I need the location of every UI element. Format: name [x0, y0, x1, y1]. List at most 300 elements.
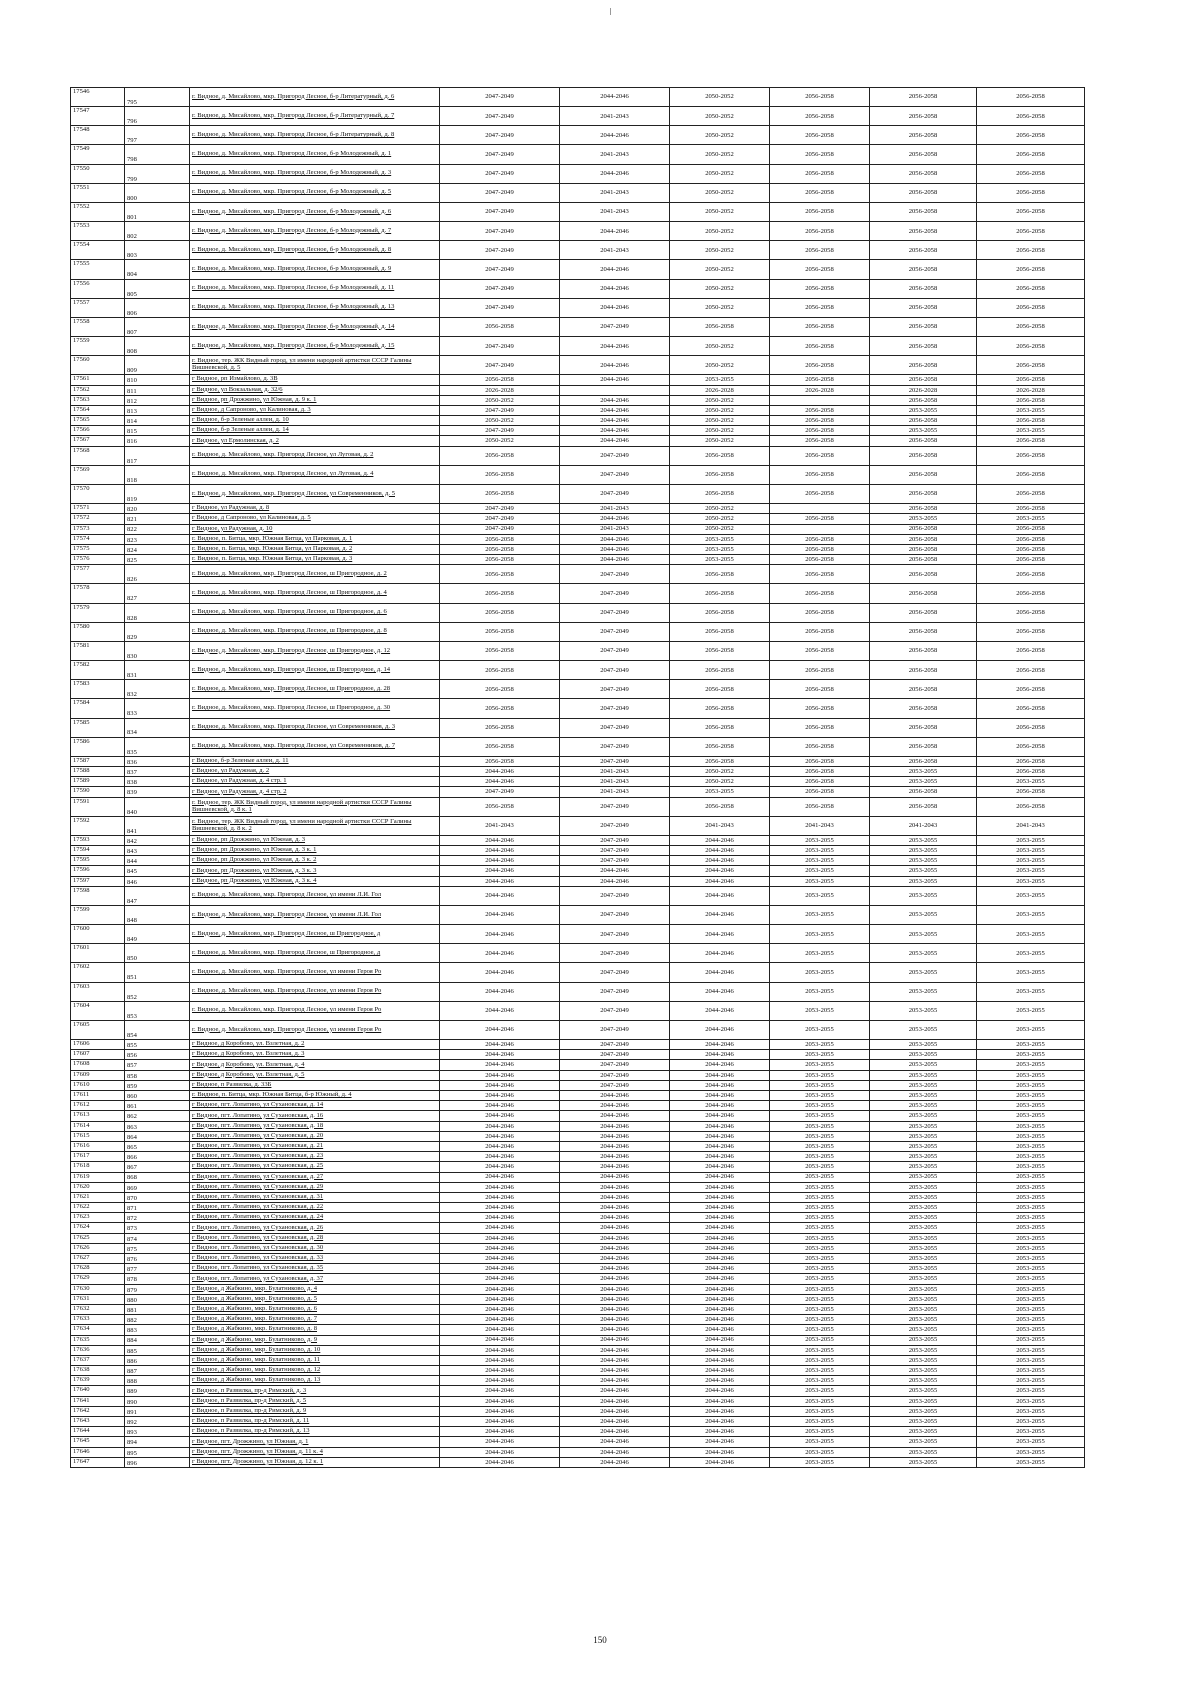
period-cell-1: 2047-2049	[440, 145, 560, 164]
row-id-cell: 17587	[71, 756, 125, 766]
period-cell-5: 2053-2055	[870, 1050, 977, 1060]
row-id-cell: 17593	[71, 835, 125, 845]
table-row	[71, 1050, 1085, 1060]
period-cell-5: 2053-2055	[870, 1121, 977, 1131]
address-cell: г. Видное, д. Мисайлово, мкр. Пригород Лесное, ш Пригородное, д. 6	[190, 603, 440, 622]
table-row	[71, 777, 1085, 787]
period-cell-3: 2044-2046	[670, 1254, 770, 1264]
row-number-cell: 822	[125, 524, 190, 534]
period-cell-3: 2044-2046	[670, 1223, 770, 1233]
period-cell-4: 2053-2055	[770, 982, 870, 1001]
period-cell-3: 2050-2052	[670, 767, 770, 777]
period-cell-4: 2053-2055	[770, 1243, 870, 1253]
table-row	[71, 886, 1085, 905]
period-cell-4: 2053-2055	[770, 1447, 870, 1457]
row-id-cell: 17609	[71, 1070, 125, 1080]
period-cell-4: 2053-2055	[770, 1141, 870, 1151]
period-cell-5: 2053-2055	[870, 1111, 977, 1121]
period-cell-2: 2044-2046	[560, 1121, 670, 1131]
period-cell-3: 2056-2058	[670, 737, 770, 756]
period-cell-1: 2044-2046	[440, 1417, 560, 1427]
address-cell: г Видное, пгт. Дрожжино, ул Южная, д. 11 к. 4	[190, 1447, 440, 1457]
period-cell-2: 2047-2049	[560, 797, 670, 816]
period-cell-6: 2053-2055	[977, 1325, 1085, 1335]
period-cell-5: 2056-2058	[870, 504, 977, 514]
table-row	[71, 1427, 1085, 1437]
period-cell-4: 2053-2055	[770, 1060, 870, 1070]
row-number-cell: 824	[125, 544, 190, 554]
period-cell-4: 2056-2058	[770, 555, 870, 565]
period-cell-6: 2056-2058	[977, 534, 1085, 544]
period-cell-3: 2044-2046	[670, 1101, 770, 1111]
row-number-cell: 836	[125, 756, 190, 766]
period-cell-5: 2056-2058	[870, 680, 977, 699]
period-cell-2: 2047-2049	[560, 484, 670, 503]
row-id-cell: 17608	[71, 1060, 125, 1070]
period-cell-6: 2053-2055	[977, 1050, 1085, 1060]
row-id-cell: 17589	[71, 777, 125, 787]
period-cell-5: 2056-2058	[870, 565, 977, 584]
period-cell-5: 2053-2055	[870, 925, 977, 944]
address-cell: г Видное, ул Радужная, д. 8	[190, 504, 440, 514]
period-cell-3: 2044-2046	[670, 1386, 770, 1396]
table-row	[71, 1294, 1085, 1304]
table-row	[71, 465, 1085, 484]
period-cell-3: 2053-2055	[670, 534, 770, 544]
period-cell-2: 2044-2046	[560, 534, 670, 544]
table-row	[71, 661, 1085, 680]
row-number-cell: 814	[125, 416, 190, 426]
row-id-cell: 17620	[71, 1182, 125, 1192]
row-number-cell: 868	[125, 1172, 190, 1182]
period-cell-2: 2047-2049	[560, 584, 670, 603]
period-cell-3: 2053-2055	[670, 787, 770, 797]
row-id-cell: 17563	[71, 395, 125, 405]
period-cell-2: 2044-2046	[560, 1437, 670, 1447]
period-cell-6: 2053-2055	[977, 405, 1085, 415]
period-cell-5: 2053-2055	[870, 1427, 977, 1437]
period-cell-1: 2044-2046	[440, 777, 560, 787]
row-id-cell: 17567	[71, 436, 125, 446]
period-cell-3: 2056-2058	[670, 661, 770, 680]
address-cell: г Видное, д Жабкино, мкр. Булатниково, д. 8	[190, 1325, 440, 1335]
address-cell: г Видное, д Коробово, ул. Взлетная, д. 4	[190, 1060, 440, 1070]
address-cell: г Видное, д Жабкино, мкр. Булатниково, д. 13	[190, 1376, 440, 1386]
period-cell-2: 2044-2046	[560, 1223, 670, 1233]
period-cell-1: 2044-2046	[440, 1203, 560, 1213]
period-cell-5: 2056-2058	[870, 337, 977, 356]
row-number-cell: 864	[125, 1131, 190, 1141]
row-number-cell: 832	[125, 680, 190, 699]
period-cell-1: 2044-2046	[440, 925, 560, 944]
address-cell: г Видное, д Жабкино, мкр. Булатниково, д. 11	[190, 1355, 440, 1365]
period-cell-2: 2044-2046	[560, 1345, 670, 1355]
row-id-cell: 17558	[71, 317, 125, 336]
period-cell-2	[560, 385, 670, 395]
period-cell-4: 2053-2055	[770, 1192, 870, 1202]
period-cell-3: 2044-2046	[670, 1091, 770, 1101]
period-cell-6: 2053-2055	[977, 1121, 1085, 1131]
period-cell-4: 2053-2055	[770, 1121, 870, 1131]
period-cell-6: 2053-2055	[977, 866, 1085, 876]
period-cell-4: 2056-2058	[770, 356, 870, 375]
period-cell-6: 2053-2055	[977, 1101, 1085, 1111]
period-cell-5: 2056-2058	[870, 145, 977, 164]
table-row	[71, 866, 1085, 876]
period-cell-1: 2056-2058	[440, 603, 560, 622]
period-cell-6: 2053-2055	[977, 1366, 1085, 1376]
period-cell-5: 2053-2055	[870, 1243, 977, 1253]
period-cell-1: 2047-2049	[440, 787, 560, 797]
period-cell-1: 2044-2046	[440, 905, 560, 924]
period-cell-3: 2044-2046	[670, 1345, 770, 1355]
period-cell-4: 2053-2055	[770, 1070, 870, 1080]
period-cell-3: 2050-2052	[670, 524, 770, 534]
period-cell-6: 2056-2058	[977, 145, 1085, 164]
row-number-cell: 870	[125, 1192, 190, 1202]
period-cell-4: 2056-2058	[770, 416, 870, 426]
period-cell-2: 2044-2046	[560, 1203, 670, 1213]
row-number-cell: 877	[125, 1264, 190, 1274]
table-row	[71, 298, 1085, 317]
period-cell-3: 2050-2052	[670, 514, 770, 524]
period-cell-5: 2056-2058	[870, 375, 977, 385]
period-cell-6: 2053-2055	[977, 514, 1085, 524]
period-cell-2: 2047-2049	[560, 680, 670, 699]
period-cell-5: 2053-2055	[870, 944, 977, 963]
period-cell-2: 2044-2046	[560, 416, 670, 426]
table-row	[71, 1121, 1085, 1131]
period-cell-4: 2053-2055	[770, 1355, 870, 1365]
period-cell-5: 2056-2058	[870, 279, 977, 298]
period-cell-5: 2053-2055	[870, 777, 977, 787]
period-cell-6: 2053-2055	[977, 1447, 1085, 1457]
period-cell-5: 2056-2058	[870, 298, 977, 317]
period-cell-2: 2044-2046	[560, 1396, 670, 1406]
period-cell-1: 2047-2049	[440, 524, 560, 534]
period-cell-1: 2044-2046	[440, 846, 560, 856]
period-cell-6: 2053-2055	[977, 1437, 1085, 1447]
table-row	[71, 982, 1085, 1001]
period-cell-5: 2056-2058	[870, 797, 977, 816]
period-cell-4	[770, 504, 870, 514]
period-cell-5: 2056-2058	[870, 395, 977, 405]
address-cell: г. Видное, п. Битца, мкр. Южная Битца, ул Парковая, д. 2	[190, 544, 440, 554]
table-row	[71, 1376, 1085, 1386]
address-cell: г Видное, рп Дрожжино, ул Южная, д. 3 к. 1	[190, 846, 440, 856]
row-id-cell: 17619	[71, 1172, 125, 1182]
row-id-cell: 17578	[71, 584, 125, 603]
table-row	[71, 1284, 1085, 1294]
address-cell: г Видное, пгт. Лопатино, ул Сухановская, д. 25	[190, 1162, 440, 1172]
address-cell: г Видное, пгт. Лопатино, ул Сухановская, д. 28	[190, 1233, 440, 1243]
period-cell-2: 2044-2046	[560, 1335, 670, 1345]
period-cell-3: 2056-2058	[670, 484, 770, 503]
period-cell-5: 2056-2058	[870, 584, 977, 603]
period-cell-5: 2053-2055	[870, 886, 977, 905]
period-cell-5: 2056-2058	[870, 603, 977, 622]
period-cell-3: 2044-2046	[670, 1406, 770, 1416]
table-row	[71, 1243, 1085, 1253]
period-cell-2: 2047-2049	[560, 835, 670, 845]
address-cell: г. Видное, д. Мисайлово, мкр. Пригород Лесное, б-р Молодежный, д. 5	[190, 183, 440, 202]
row-number-cell: 894	[125, 1437, 190, 1447]
row-id-cell: 17637	[71, 1355, 125, 1365]
row-number-cell: 821	[125, 514, 190, 524]
period-cell-3: 2050-2052	[670, 241, 770, 260]
period-cell-5: 2056-2058	[870, 164, 977, 183]
table-row	[71, 446, 1085, 465]
period-cell-6: 2056-2058	[977, 797, 1085, 816]
table-row	[71, 680, 1085, 699]
period-cell-1: 2044-2046	[440, 1345, 560, 1355]
period-cell-6: 2053-2055	[977, 777, 1085, 787]
table-row	[71, 405, 1085, 415]
period-cell-1: 2047-2049	[440, 298, 560, 317]
period-cell-3: 2053-2055	[670, 544, 770, 554]
row-number-cell: 813	[125, 405, 190, 415]
period-cell-5: 2053-2055	[870, 1417, 977, 1427]
period-cell-3: 2044-2046	[670, 982, 770, 1001]
row-number-cell: 862	[125, 1111, 190, 1121]
period-cell-6: 2056-2058	[977, 416, 1085, 426]
period-cell-5: 2053-2055	[870, 876, 977, 886]
address-cell: г Видное, д Жабкино, мкр. Булатниково, д. 7	[190, 1315, 440, 1325]
period-cell-5: 2053-2055	[870, 905, 977, 924]
period-cell-5: 2053-2055	[870, 1366, 977, 1376]
row-number-cell: 835	[125, 737, 190, 756]
row-number-cell: 795	[125, 88, 190, 107]
period-cell-3: 2044-2046	[670, 1040, 770, 1050]
period-cell-1: 2044-2046	[440, 1060, 560, 1070]
period-cell-1: 2056-2058	[440, 756, 560, 766]
row-number-cell: 869	[125, 1182, 190, 1192]
period-cell-5: 2056-2058	[870, 718, 977, 737]
row-id-cell: 17635	[71, 1335, 125, 1345]
period-cell-3: 2044-2046	[670, 1396, 770, 1406]
row-id-cell: 17647	[71, 1457, 125, 1467]
period-cell-6: 2053-2055	[977, 1396, 1085, 1406]
period-cell-5: 2053-2055	[870, 1254, 977, 1264]
table-row	[71, 395, 1085, 405]
period-cell-2: 2047-2049	[560, 699, 670, 718]
address-cell: г Видное, пгт. Лопатино, ул Сухановская, д. 14	[190, 1101, 440, 1111]
period-cell-4: 2056-2058	[770, 787, 870, 797]
period-cell-2: 2041-2043	[560, 183, 670, 202]
period-cell-5: 2056-2058	[870, 484, 977, 503]
row-id-cell: 17610	[71, 1080, 125, 1090]
row-id-cell: 17585	[71, 718, 125, 737]
period-cell-5: 2056-2058	[870, 436, 977, 446]
row-id-cell: 17607	[71, 1050, 125, 1060]
row-number-cell: 851	[125, 963, 190, 982]
row-number-cell: 838	[125, 777, 190, 787]
row-number-cell: 806	[125, 298, 190, 317]
period-cell-3: 2044-2046	[670, 1427, 770, 1437]
row-number-cell: 844	[125, 856, 190, 866]
period-cell-3: 2050-2052	[670, 107, 770, 126]
address-cell: г. Видное, д. Мисайлово, мкр. Пригород Лесное, б-р Литературный, д. 8	[190, 126, 440, 145]
period-cell-1: 2044-2046	[440, 1376, 560, 1386]
period-cell-5: 2053-2055	[870, 1192, 977, 1202]
period-cell-6: 2053-2055	[977, 1111, 1085, 1121]
period-cell-6: 2053-2055	[977, 1131, 1085, 1141]
period-cell-3: 2026-2028	[670, 385, 770, 395]
row-number-cell: 849	[125, 925, 190, 944]
row-number-cell: 833	[125, 699, 190, 718]
table-row	[71, 1447, 1085, 1457]
period-cell-4: 2056-2058	[770, 446, 870, 465]
address-cell: г Видное, пгт. Лопатино, ул Сухановская, д. 31	[190, 1192, 440, 1202]
period-cell-2: 2044-2046	[560, 1213, 670, 1223]
period-cell-6: 2056-2058	[977, 356, 1085, 375]
address-cell: г. Видное, д. Мисайлово, мкр. Пригород Лесное, ул Современников, д. 5	[190, 484, 440, 503]
row-number-cell: 860	[125, 1091, 190, 1101]
address-cell: г Видное, д Жабкино, мкр. Булатниково, д. 6	[190, 1304, 440, 1314]
address-cell: г Видное, пгт. Лопатино, ул Сухановская, д. 16	[190, 1111, 440, 1121]
period-cell-4: 2056-2058	[770, 279, 870, 298]
row-number-cell: 812	[125, 395, 190, 405]
address-cell: г Видное, рп Дрожжино, ул Южная, д. 9 к. 1	[190, 395, 440, 405]
address-cell: г Видное, рп Дрожжино, ул Южная, д. 3	[190, 835, 440, 845]
period-cell-6: 2056-2058	[977, 737, 1085, 756]
row-id-cell: 17565	[71, 416, 125, 426]
table-row	[71, 1111, 1085, 1121]
period-cell-1: 2044-2046	[440, 1243, 560, 1253]
table-row	[71, 1091, 1085, 1101]
period-cell-4: 2053-2055	[770, 1304, 870, 1314]
row-number-cell: 818	[125, 465, 190, 484]
table-row	[71, 126, 1085, 145]
row-number-cell: 847	[125, 886, 190, 905]
period-cell-3: 2044-2046	[670, 1192, 770, 1202]
period-cell-6: 2053-2055	[977, 905, 1085, 924]
table-row	[71, 1080, 1085, 1090]
row-number-cell: 889	[125, 1386, 190, 1396]
period-cell-1: 2041-2043	[440, 816, 560, 835]
table-row	[71, 534, 1085, 544]
period-cell-2: 2044-2046	[560, 164, 670, 183]
period-cell-1: 2047-2049	[440, 126, 560, 145]
period-cell-1: 2047-2049	[440, 337, 560, 356]
address-cell: г Видное, ул Радужная, д. 2	[190, 767, 440, 777]
period-cell-2: 2044-2046	[560, 426, 670, 436]
period-cell-4: 2053-2055	[770, 1315, 870, 1325]
address-cell: г Видное, б-р Зеленые аллеи, д. 11	[190, 756, 440, 766]
table-row	[71, 699, 1085, 718]
period-cell-2: 2044-2046	[560, 544, 670, 554]
period-cell-4: 2053-2055	[770, 1172, 870, 1182]
period-cell-3: 2050-2052	[670, 145, 770, 164]
address-cell: г. Видное, п. Битца, мкр. Южная Битца, ул Парковая, д. 1	[190, 534, 440, 544]
period-cell-4: 2026-2028	[770, 385, 870, 395]
period-cell-1: 2044-2046	[440, 1366, 560, 1376]
row-number-cell: 895	[125, 1447, 190, 1457]
row-number-cell: 798	[125, 145, 190, 164]
period-cell-5: 2053-2055	[870, 1264, 977, 1274]
period-cell-6: 2056-2058	[977, 436, 1085, 446]
row-id-cell: 17611	[71, 1091, 125, 1101]
address-cell: г. Видное, д. Мисайлово, мкр. Пригород Лесное, ш Пригородное, д. 12	[190, 641, 440, 660]
row-id-cell: 17568	[71, 446, 125, 465]
address-cell: г. Видное, д. Мисайлово, мкр. Пригород Лесное, ул имени Героя Ро	[190, 1001, 440, 1020]
table-row	[71, 1254, 1085, 1264]
period-cell-3: 2044-2046	[670, 1131, 770, 1141]
table-row	[71, 337, 1085, 356]
period-cell-5: 2056-2058	[870, 183, 977, 202]
period-cell-3: 2044-2046	[670, 925, 770, 944]
row-id-cell: 17614	[71, 1121, 125, 1131]
row-id-cell: 17560	[71, 356, 125, 375]
table-row	[71, 925, 1085, 944]
period-cell-6: 2053-2055	[977, 1294, 1085, 1304]
row-number-cell: 807	[125, 317, 190, 336]
row-id-cell: 17575	[71, 544, 125, 554]
period-cell-5: 2053-2055	[870, 1040, 977, 1050]
period-cell-4: 2053-2055	[770, 1427, 870, 1437]
period-cell-5: 2053-2055	[870, 1001, 977, 1020]
address-cell: г Видное, пгт. Лопатино, ул Сухановская, д. 26	[190, 1223, 440, 1233]
address-cell: г. Видное, д. Мисайлово, мкр. Пригород Лесное, ул Луговая, д. 2	[190, 446, 440, 465]
period-cell-1: 2044-2046	[440, 866, 560, 876]
row-number-cell: 831	[125, 661, 190, 680]
period-cell-3: 2044-2046	[670, 905, 770, 924]
period-cell-6: 2053-2055	[977, 1243, 1085, 1253]
period-cell-5: 2053-2055	[870, 1101, 977, 1111]
table-row	[71, 1315, 1085, 1325]
period-cell-4: 2053-2055	[770, 1223, 870, 1233]
period-cell-3: 2044-2046	[670, 886, 770, 905]
period-cell-5: 2053-2055	[870, 426, 977, 436]
period-cell-4: 2053-2055	[770, 1325, 870, 1335]
period-cell-2: 2041-2043	[560, 107, 670, 126]
table-row	[71, 1152, 1085, 1162]
period-cell-2: 2047-2049	[560, 465, 670, 484]
period-cell-2: 2047-2049	[560, 565, 670, 584]
row-number-cell: 888	[125, 1376, 190, 1386]
period-cell-2: 2044-2046	[560, 555, 670, 565]
period-cell-3: 2053-2055	[670, 375, 770, 385]
period-cell-2: 2044-2046	[560, 126, 670, 145]
table-row	[71, 565, 1085, 584]
period-cell-4: 2053-2055	[770, 1040, 870, 1050]
period-cell-4: 2041-2043	[770, 816, 870, 835]
period-cell-6: 2053-2055	[977, 1020, 1085, 1039]
period-cell-2: 2047-2049	[560, 944, 670, 963]
period-cell-1: 2047-2049	[440, 504, 560, 514]
period-cell-5: 2056-2058	[870, 222, 977, 241]
period-cell-2: 2044-2046	[560, 1447, 670, 1457]
period-cell-5: 2056-2058	[870, 202, 977, 221]
period-cell-3: 2044-2046	[670, 1162, 770, 1172]
period-cell-3: 2044-2046	[670, 1355, 770, 1365]
period-cell-5: 2056-2058	[870, 555, 977, 565]
period-cell-6: 2056-2058	[977, 544, 1085, 554]
period-cell-3: 2056-2058	[670, 622, 770, 641]
period-cell-3: 2044-2046	[670, 1020, 770, 1039]
period-cell-6: 2056-2058	[977, 88, 1085, 107]
address-cell: г Видное, пгт. Дрожжино, ул Южная, д. 1	[190, 1437, 440, 1447]
period-cell-3: 2044-2046	[670, 1376, 770, 1386]
row-id-cell: 17622	[71, 1203, 125, 1213]
period-cell-2: 2044-2046	[560, 279, 670, 298]
period-cell-6: 2056-2058	[977, 603, 1085, 622]
period-cell-1: 2047-2049	[440, 164, 560, 183]
period-cell-2: 2044-2046	[560, 866, 670, 876]
address-cell: г Видное, ул Вокзальная, д. 32/6	[190, 385, 440, 395]
row-id-cell: 17591	[71, 797, 125, 816]
period-cell-1: 2047-2049	[440, 183, 560, 202]
